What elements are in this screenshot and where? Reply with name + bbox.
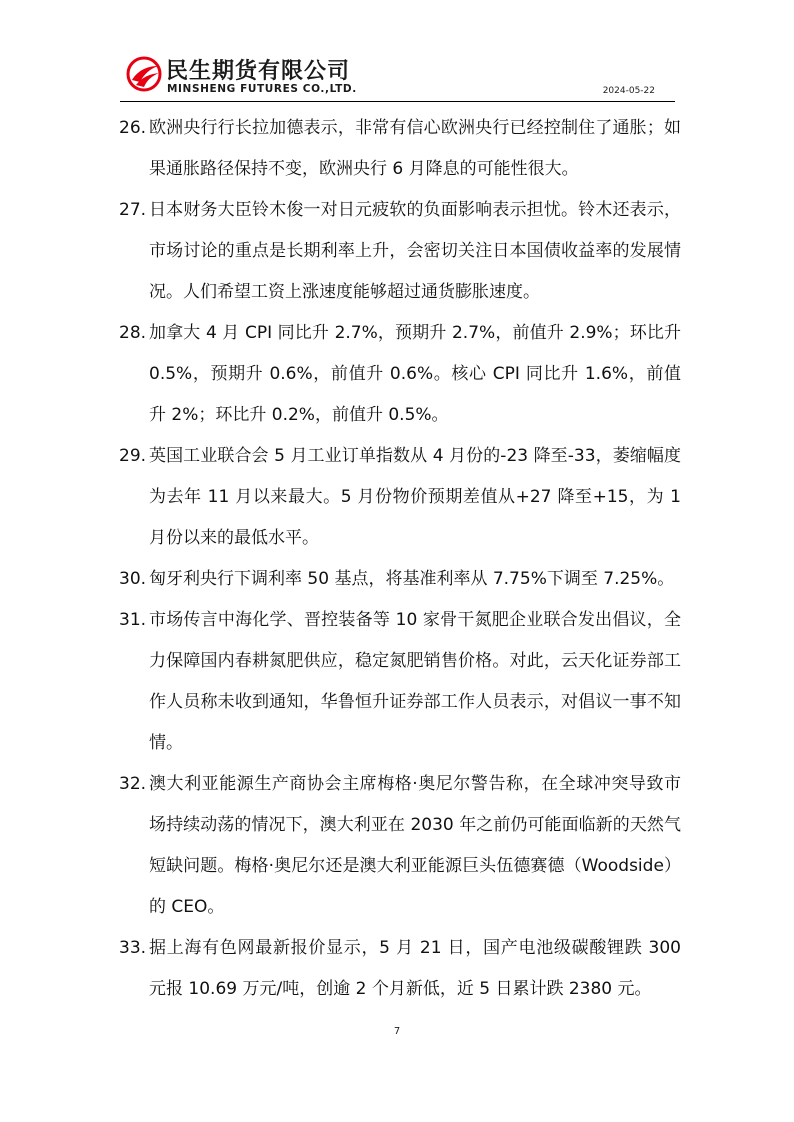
item-text: 据上海有色网最新报价显示，5 月 21 日，国产电池级碳酸锂跌 300 元报 10.69 万元/吨，创逾 2 个月新低，近 5 日累计跌 2380 元。 (149, 938, 681, 999)
news-item (119, 600, 681, 764)
header-divider (120, 101, 675, 102)
item-text: 加拿大 4 月 CPI 同比升 2.7%，预期升 2.7%，前值升 2.9%；环比升 0.5%，预期升 0.6%，前值升 0.6%。核心 CPI 同比升 1.6%，前值升 2%；环比升 0.2%，前值升 0.5%。 (149, 323, 681, 425)
item-text: 英国工业联合会 5 月工业订单指数从 4 月份的-23 降至-33，萎缩幅度为去年 11 月以来最大。5 月份物价预期差值从+27 降至+15，为 1 月份以来的最低水平。 (149, 446, 681, 548)
item-number: 33. (119, 938, 147, 958)
news-item (119, 559, 681, 600)
news-item (119, 764, 681, 928)
item-number: 31. (119, 610, 147, 630)
item-number: 29. (119, 446, 147, 466)
company-name-cn: 民生期货有限公司 (166, 59, 351, 84)
item-number: 32. (119, 774, 147, 794)
news-list (119, 108, 681, 1010)
news-item (119, 313, 681, 436)
company-name-en: MINSHENG FUTURES CO.,LTD. (167, 83, 357, 95)
page-number: 7 (393, 1026, 401, 1037)
item-number: 28. (119, 323, 147, 343)
news-item (119, 928, 681, 1010)
item-number: 30. (119, 569, 147, 589)
item-number: 26. (119, 118, 147, 138)
item-text: 市场传言中海化学、晋控装备等 10 家骨干氮肥企业联合发出倡议，全力保障国内春耕氮肥供应，稳定氮肥销售价格。对此，云天化证券部工作人员称未收到通知，华鲁恒升证券部工作人员表示，对倡议一事不知情。 (149, 610, 681, 753)
news-item (119, 436, 681, 559)
news-item (119, 190, 681, 313)
page-header (120, 50, 675, 104)
item-text: 欧洲央行行长拉加德表示，非常有信心欧洲央行已经控制住了通胀；如果通胀路径保持不变，欧洲央行 6 月降息的可能性很大。 (149, 118, 681, 179)
item-text: 匈牙利央行下调利率 50 基点，将基准利率从 7.75%下调至 7.25%。 (149, 569, 675, 589)
item-text: 澳大利亚能源生产商协会主席梅格·奥尼尔警告称，在全球冲突导致市场持续动荡的情况下，澳大利亚在 2030 年之前仍可能面临新的天然气短缺问题。梅格·奥尼尔还是澳大利亚能源巨头伍德赛德（Woodside）的 CEO。 (149, 774, 681, 917)
item-text: 日本财务大臣铃木俊一对日元疲软的负面影响表示担忧。铃木还表示，市场讨论的重点是长期利率上升，会密切关注日本国债收益率的发展情况。人们希望工资上涨速度能够超过通货膨胀速度。 (149, 200, 681, 302)
report-date: 2024-05-22 (602, 86, 655, 96)
minsheng-logo-icon (126, 56, 162, 92)
item-number: 27. (119, 200, 147, 220)
news-item (119, 108, 681, 190)
